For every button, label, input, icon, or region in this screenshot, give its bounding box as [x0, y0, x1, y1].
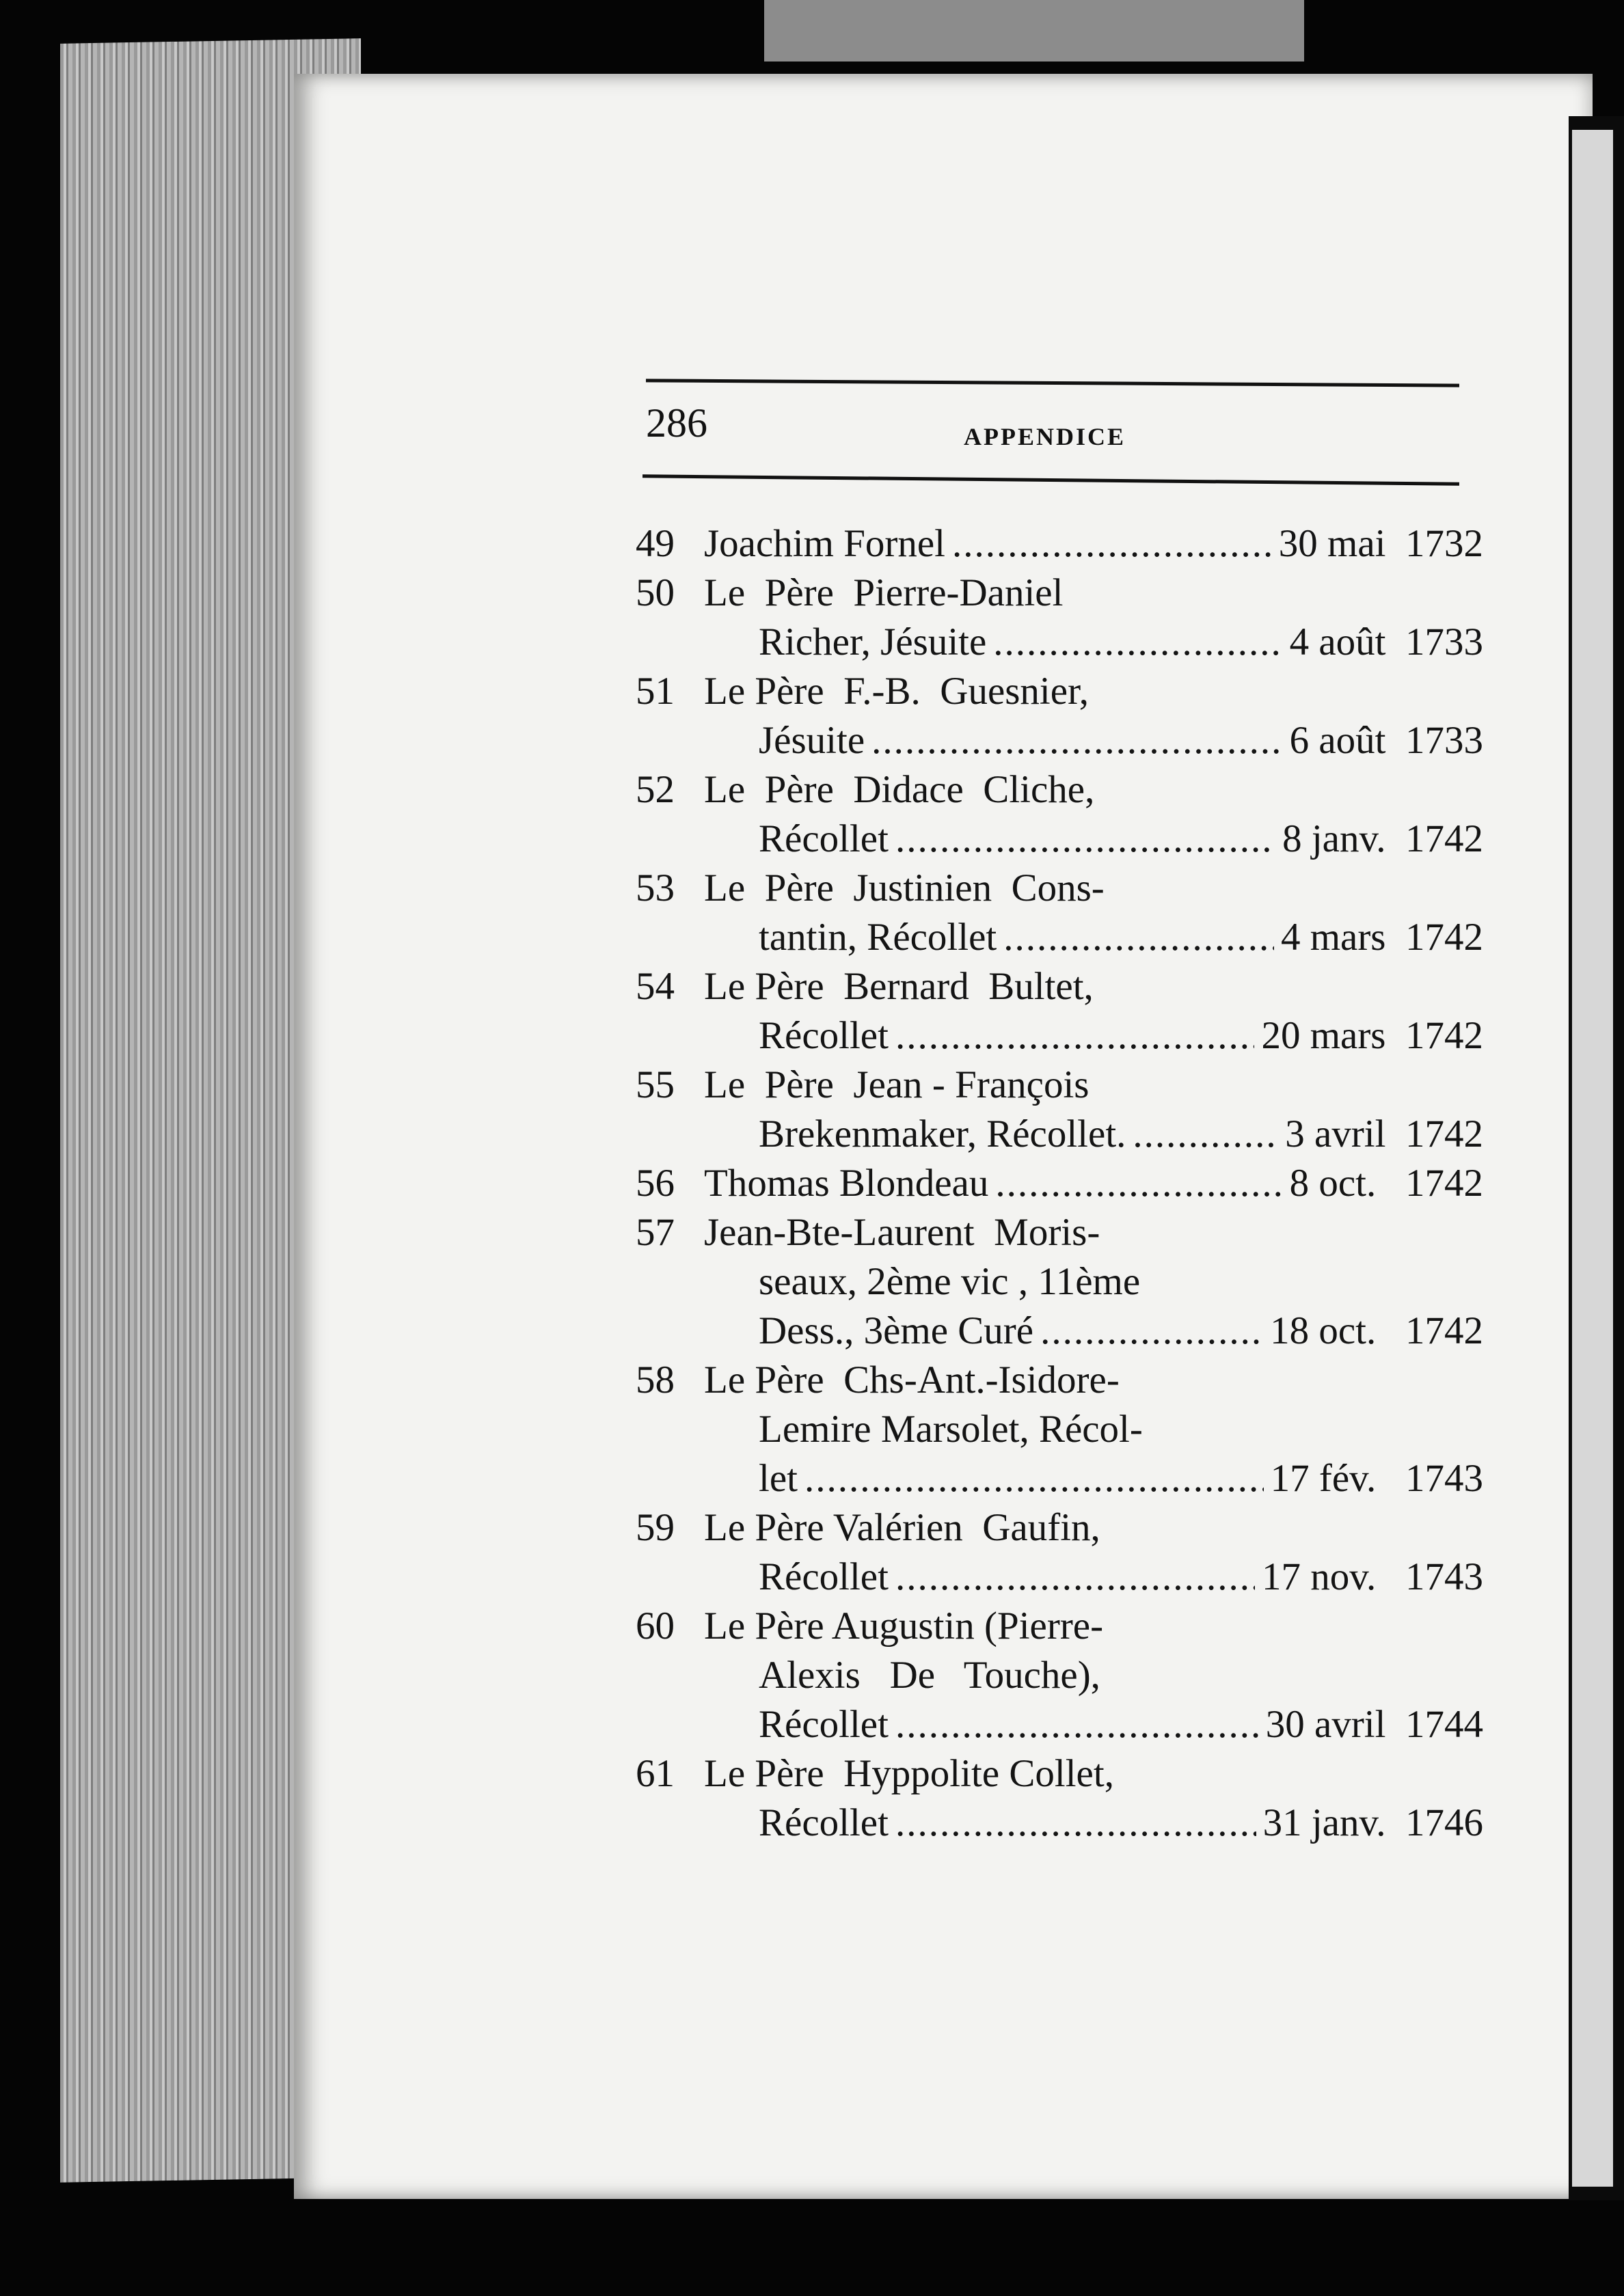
list-item	[636, 1749, 1483, 1848]
list-item	[636, 569, 1483, 667]
entry-date: 4 août 1733	[1289, 620, 1483, 664]
entry-line	[636, 519, 1483, 569]
entry-number: 60	[636, 1604, 675, 1648]
entry-text: Le Père Didace Cliche,	[704, 768, 1095, 811]
list-item	[636, 1356, 1483, 1503]
entry-line	[636, 569, 1483, 618]
entry-date: 17 nov. 1743	[1261, 1555, 1483, 1598]
entry-text: Récollet	[759, 1703, 889, 1746]
entry-line	[636, 1061, 1483, 1110]
list-item	[636, 1061, 1483, 1159]
entry-line	[636, 1110, 1483, 1159]
entry-line	[636, 913, 1483, 962]
entry-line	[636, 815, 1483, 864]
entry-text: Récollet	[759, 1555, 889, 1598]
entry-line	[636, 1356, 1483, 1405]
list-item	[636, 1159, 1483, 1208]
entry-line	[636, 765, 1483, 815]
dot-leader	[1003, 913, 1274, 962]
dot-leader	[895, 1799, 1256, 1848]
entry-line	[636, 1307, 1483, 1356]
entry-number: 61	[636, 1752, 675, 1795]
list-item	[636, 1503, 1483, 1602]
entry-number: 56	[636, 1162, 675, 1205]
top-scan-strip	[764, 0, 1304, 62]
entry-number: 50	[636, 571, 675, 614]
entry-text: Le Père Pierre-Daniel	[704, 571, 1064, 614]
entry-line	[636, 1454, 1483, 1503]
entry-number: 57	[636, 1211, 675, 1254]
entry-line	[636, 1159, 1483, 1208]
entry-date: 31 janv. 1746	[1262, 1801, 1483, 1844]
dot-leader	[895, 1553, 1255, 1602]
list-item	[636, 864, 1483, 962]
entry-line	[636, 1257, 1483, 1307]
entry-text: Récollet	[759, 817, 889, 860]
entry-line	[636, 1651, 1483, 1700]
entry-number: 52	[636, 768, 675, 811]
entry-number: 59	[636, 1506, 675, 1549]
entry-date: 8 janv. 1742	[1282, 817, 1483, 860]
entry-text: Le Père Bernard Bultet,	[704, 965, 1094, 1008]
entry-date: 20 mars 1742	[1261, 1014, 1483, 1057]
entry-number: 54	[636, 965, 675, 1008]
entry-date: 6 août 1733	[1289, 719, 1483, 762]
entry-date: 17 fév. 1743	[1270, 1457, 1483, 1500]
entry-text: Le Père Valérien Gaufin,	[704, 1506, 1100, 1549]
entry-date: 30 mai 1732	[1278, 522, 1483, 565]
list-item	[636, 1602, 1483, 1749]
list-item	[636, 1208, 1483, 1356]
entry-line	[636, 1602, 1483, 1651]
entry-text: Lemire Marsolet, Récol-	[759, 1408, 1143, 1451]
entry-text: tantin, Récollet	[759, 916, 997, 959]
dot-leader	[804, 1454, 1264, 1503]
dot-leader	[952, 519, 1272, 569]
entry-line	[636, 667, 1483, 716]
entry-line	[636, 1405, 1483, 1454]
dot-leader	[895, 1700, 1259, 1749]
entry-list	[636, 519, 1483, 1848]
facing-page-edge	[1572, 130, 1613, 2187]
entry-text: Richer, Jésuite	[759, 620, 987, 664]
entry-number: 55	[636, 1063, 675, 1106]
entry-text: Jésuite	[759, 719, 865, 762]
dot-leader	[871, 716, 1282, 765]
entry-line	[636, 618, 1483, 667]
entry-number: 58	[636, 1358, 675, 1402]
entry-text: Le Père Jean - François	[704, 1063, 1090, 1106]
entry-text: Jean-Bte-Laurent Moris-	[704, 1211, 1100, 1254]
list-item	[636, 519, 1483, 569]
entry-number: 49	[636, 522, 675, 565]
dot-leader	[1040, 1307, 1263, 1356]
entry-text: Récollet	[759, 1014, 889, 1057]
dot-leader	[895, 1011, 1255, 1061]
entry-text: Le Père F.-B. Guesnier,	[704, 670, 1090, 713]
entry-date: 3 avril 1742	[1285, 1112, 1483, 1156]
entry-line	[636, 962, 1483, 1011]
entry-text: Dess., 3ème Curé	[759, 1309, 1034, 1352]
entry-line	[636, 1503, 1483, 1553]
entry-date: 18 oct. 1742	[1270, 1309, 1483, 1352]
entry-line	[636, 716, 1483, 765]
entry-line	[636, 864, 1483, 913]
entry-number: 51	[636, 670, 675, 713]
list-item	[636, 667, 1483, 765]
dot-leader	[995, 1159, 1282, 1208]
page-number: 286	[646, 400, 707, 446]
entry-text: Le Père Chs-Ant.-Isidore-	[704, 1358, 1120, 1402]
entry-date: 30 avril 1744	[1265, 1703, 1483, 1746]
entry-text: Joachim Fornel	[704, 522, 946, 565]
list-item	[636, 962, 1483, 1061]
entry-text: Le Père Augustin (Pierre-	[704, 1604, 1104, 1648]
entry-line	[636, 1208, 1483, 1257]
entry-text: seaux, 2ème vic , 11ème	[759, 1260, 1141, 1303]
entry-text: Brekenmaker, Récollet.	[759, 1112, 1126, 1156]
entry-number: 53	[636, 866, 675, 910]
entry-text: Thomas Blondeau	[704, 1162, 989, 1205]
entry-text: Le Père Hyppolite Collet,	[704, 1752, 1114, 1795]
entry-line	[636, 1700, 1483, 1749]
entry-date: 4 mars 1742	[1280, 916, 1483, 959]
entry-text: Alexis De Touche),	[759, 1654, 1100, 1697]
entry-line	[636, 1011, 1483, 1061]
entry-line	[636, 1799, 1483, 1848]
dot-leader	[895, 815, 1275, 864]
entry-line	[636, 1553, 1483, 1602]
dot-leader	[993, 618, 1282, 667]
list-item	[636, 765, 1483, 864]
entry-text: Récollet	[759, 1801, 889, 1844]
dot-leader	[1133, 1110, 1278, 1159]
entry-text: Le Père Justinien Cons-	[704, 866, 1105, 910]
entry-line	[636, 1749, 1483, 1799]
entry-text: let	[759, 1457, 798, 1500]
entry-date: 8 oct. 1742	[1289, 1162, 1483, 1205]
running-head: APPENDICE	[964, 423, 1126, 450]
